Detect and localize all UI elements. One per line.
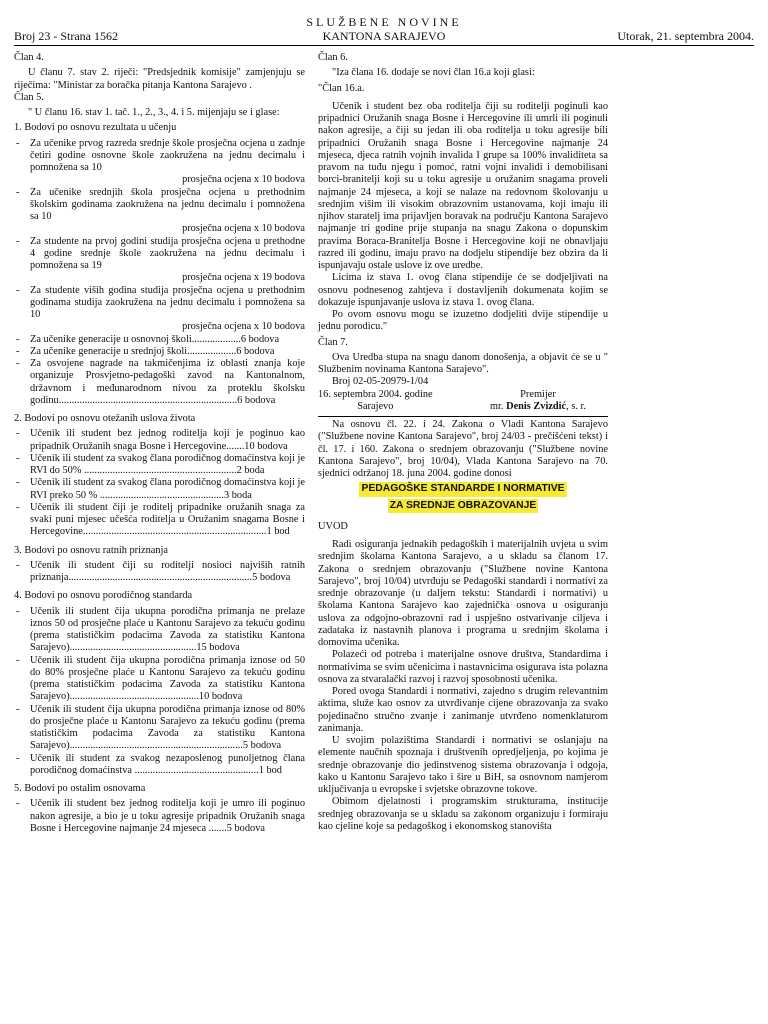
issue-date: Utorak, 21. septembra 2004.: [617, 29, 754, 43]
section-5-heading: 5. Bodovi po ostalim osnovama: [14, 783, 146, 794]
paragraph: Pored ovoga Standardi i normativi, zajedno s drugim relevantnim aktima, služe kao osnov za utvrđivanje cijene obrazovanja za svako pojedinačno stručno zvanje i zanimanje utvrđeno nomenklaturom zanimanja.: [318, 686, 608, 734]
sign-date: 16. septembra 2004. godine: [318, 388, 433, 400]
list-item: - Za učenike generacije u srednjoj školi...................6 bodova: [14, 346, 305, 358]
article-4-title: Član 4.: [14, 52, 44, 63]
publication-title: SLUŽBENE NOVINE: [306, 15, 462, 29]
document-heading: PEDAGOŠKE STANDARDE I NORMATIVE: [359, 482, 566, 496]
section-2-heading: 2. Bodovi po osnovu otežanih uslova života: [14, 413, 196, 424]
section-uvod: UVOD: [318, 520, 348, 532]
masthead-row: [14, 30, 754, 44]
list-item: - Učenik ili student čiji je roditelj pripadnike oružanih snaga za svaki puni mjesec učešća roditelja u Oružanim snagama Bosne i Hercegovine.......................................................................1 bod: [14, 502, 305, 539]
list-item: - Za učenike srednjih škola prosječna ocjena u prethodnim školskim godinama zaokružena na jednu decimalu i pomnožena sa 10: [14, 187, 305, 224]
paragraph: Licima iz stava 1. ovog člana stipendije će se dodjeljivati na osnovu podnesenog zahtjeva i dostavljenih dokumenata kojim se dokazuje ispunjavanje uslova iz stava 1. ovog člana.: [318, 272, 608, 308]
paragraph: Obimom djelatnosti i programskim strukturama, institucije srednjeg obrazovanja se u skladu sa zakonom organizuju i formiraju kao cjeline koje sa pedagoškog i ekonomskog stanovišta: [318, 796, 608, 832]
points-line: prosječna ocjena x 19 bodova: [182, 272, 305, 284]
canton-name: KANTONA SARAJEVO: [322, 29, 446, 43]
section-3-heading: 3. Bodovi po osnovu ratnih priznanja: [14, 544, 168, 556]
paragraph: Po ovom osnovu mogu se izuzetno dodjeliti dvije stipendije u jednu porodicu.": [318, 309, 608, 333]
list-item: - Za studente na prvoj godini studija prosječna ocjena u prethodne 4 godine srednje škole zaokružena na jednu decimalu i pomnožena sa 19: [14, 236, 305, 273]
article-7-text: Ova Uredba stupa na snagu danom donošenja, a objavit će se u " Službenim novinama Kantona Sarajevo".: [318, 351, 608, 375]
issue-number: Broj 23 - Strana 1562: [14, 29, 118, 43]
article-7-title: Član 7.: [318, 336, 348, 348]
left-column: [14, 52, 305, 835]
sign-place: Sarajevo: [357, 400, 394, 412]
sign-role: Premijer: [520, 388, 556, 400]
article-6-title: Član 6.: [318, 52, 348, 63]
article-5-title: Član 5.: [14, 91, 44, 103]
article-6-text: "Iza člana 16. dodaje se novi član 16.a koji glasi:: [332, 67, 535, 79]
article-5-text: " U članu 16. stav 1. tač. 1., 2., 3., 4. i 5. mijenjaju se i glase:: [28, 107, 280, 118]
paragraph: Učenik i student bez oba roditelja čiji su roditelji poginuli kao pripadnici Oružanih snaga Bosne i Hercegovine ili umrli ili poginuli nakon agresije, a čiji su jedan ili oba roditelja u toku agresije bili pripadnici Oružanih snaga Bosne i Hercegovine najmanje 24 mjeseca, djeca ratnih vojnih invalida I grupe sa 100% invaliditeta sa pravom na tuđu njegu i pomoć, ratni vojni invalidi i demobilisani borci-branitelji koji su u toku agresije u oružanim snagama proveli najmanje 24 mjeseca, a koji se nalaze na redovnom školovanju u srednjim višim ili visokim obrazovnim ustanovama, koji imaju ili njihov staratelj ima prijavljen boravak na području Kantona Sarajevo najmanje tri godine prije stupanja na snagu Zakona o dopunskim pravima Boraca-Branitelja Bosne i Hercegovine koji ne obnavljaju razred ili godinu, imaju pravo na dodjelu stipendije bez obzira da li ispunjavaju ostale uslove iz ove uredbe.: [318, 100, 608, 271]
legal-basis: Na osnovu čl. 22. i 24. Zakona o Vladi Kantona Sarajevo ("Službene novine Kantona Sarajevo", broj 24/03 - prečišćeni tekst) i čl. 17. i 160. Zakona o srednjem obrazovanju ("Službene novine Kantona Sarajevo", broj 10/04), Vlada Kantona Sarajevo na 70. sjednici održanoj 18. juna 2004. godine donosi: [318, 419, 608, 479]
list-item: - Učenik ili student za svakog člana porodičnog domaćinstva koji je RVI preko 50 % ................................................3 boda: [14, 477, 305, 502]
list-item: - Učenik ili student čija ukupna porodična primanja iznose od 80% do prosječne plaće u Kantonu Sarajevo za tekuću godinu (prema statističkim podacima Zavoda za statistiku Kantona Sarajevo)...................................................................5 bodova: [14, 704, 305, 753]
list-item: - Za učenike generacije u osnovnoj školi...................6 bodova: [14, 334, 305, 346]
list-item: - Za studente viših godina studija prosječna ocjena u prethodnim godinama studija zaokružena na jednu decimalu i pomnožena sa 10: [14, 285, 305, 322]
article-4-text: U članu 7. stav 2. riječi: "Predsjednik komisije" zamjenjuju se riječima: "Ministar za boračka pitanja Kantona Sarajevo .: [14, 67, 305, 91]
points-line: prosječna ocjena x 10 bodova: [182, 223, 305, 235]
paragraph: Radi osiguranja jednakih pedagoških i materijalnih uvjeta u svim srednjim školama Kantona Sarajevo, a u skladu sa članom 17. Zakona o srednjem obrazovanju ("Službene novine Kantona Sarajevo", broj 10/04) utvrđuju se Pedagoški standardi i normativi za srednje obrazovanje (u daljem tekstu: Standardi i normativi) u školama Kantona Sarajevo kao zajednička osnova u osiguranju uslova za odgojno-obrazovni rad i uspješno ostvarivanje ciljeva i zadataka iz nastavnih planova i programa u srednjim školama i domovima učenika.: [318, 539, 608, 648]
points-line: prosječna ocjena x 10 bodova: [182, 321, 305, 333]
points-line: prosječna ocjena x 10 bodova: [182, 174, 305, 186]
paragraph: Polazeći od potreba i materijalne osnove društva, Standardima i normativima se svim učenicima i nastavnicima osigurava ista polazna osnova za stvaralački razvoj i razvoj sposobnosti učenika.: [318, 649, 608, 685]
list-item: - Učenik ili student za svakog nezaposlenog punoljetnog člana porodičnog domaćinstva ................................................1 bod: [14, 753, 305, 778]
list-item: - Za osvojene nagrade na takmičenjima iz oblasti znanja koje organizuje Prosvjetno-pedagoški zavod na Kantonalnom, državnom i međunarodnom nivou za proteklu školsku godinu.....................................................................6 bodova: [14, 358, 305, 407]
list-item: - Učenik ili student čiji su roditelji nosioci najviših ratnih priznanja.......................................................................5 bodova: [14, 560, 305, 585]
masthead-rule: [14, 45, 754, 46]
list-item: - Učenik ili student za svakog člana porodičnog domaćinstva koji je RVI do 50% ...........................................................2 boda: [14, 453, 305, 478]
section-1-heading: 1. Bodovi po osnovu rezultata u učenju: [14, 122, 177, 134]
list-item: - Učenik ili student čija ukupna porodična primanja ne prelaze iznos 50 od prosječne plaće u Kantonu Sarajevo za tekuću godinu (prema statističkim podacima Zavoda za statistiku Kantona Sarajevo).................................................15 bodova: [14, 606, 305, 655]
list-item: - Učenik ili student čija ukupna porodična primanja iznose od 50 do 80% prosječne plaće u Kantonu Sarajevo za tekuću godinu (prema statističkim podacima Zavoda za statistiku Kantona Sarajevo)..................................................10 bodova: [14, 655, 305, 704]
sign-name: mr. Denis Zvizdić, s. r.: [489, 400, 586, 412]
document-number: Broj 02-05-20979-1/04: [332, 376, 429, 388]
article-16a-title: "Član 16.a.: [318, 82, 365, 94]
separator-rule: [318, 416, 608, 417]
list-item: - Učenik ili student bez jednog roditelja koji je umro ili poginuo nakon agresije, a bio je u toku agresije pripadnik Oružanih snaga Bosne i Hercegovine najmanje 24 mjeseca .......5 bodova: [14, 798, 305, 835]
section-4-heading: 4. Bodovi po osnovu porodičnog standarda: [14, 590, 193, 602]
paragraph: U svojim polazištima Standardi i normativi se oslanjaju na elemente naučnih spoznaja i društvenih opredjeljenja, po kojima je srednje obrazovanje dio jedinstvenog sistema obrazovanja i odgoja, kako u Kantonu Sarajevo tako i šire u BiH, sa osnovnom namjerom uključivanja u evropske i svjetske obrazovne tokove.: [318, 735, 608, 795]
list-item: - Učenik ili student bez jednog roditelja koji je poginuo kao pripadnik Oružanih snaga Bosne i Hercegovine.......10 bodova: [14, 428, 305, 453]
signature-block: [318, 389, 608, 414]
right-column: [318, 52, 608, 833]
document-subheading: ZA SREDNJE OBRAZOVANJE: [388, 499, 539, 513]
list-item: - Za učenike prvog razreda srednje škole prosječna ocjena u zadnje četiri godine osnovne škole zaokružena na jednu decimalu i pomnožena sa 10: [14, 138, 305, 175]
